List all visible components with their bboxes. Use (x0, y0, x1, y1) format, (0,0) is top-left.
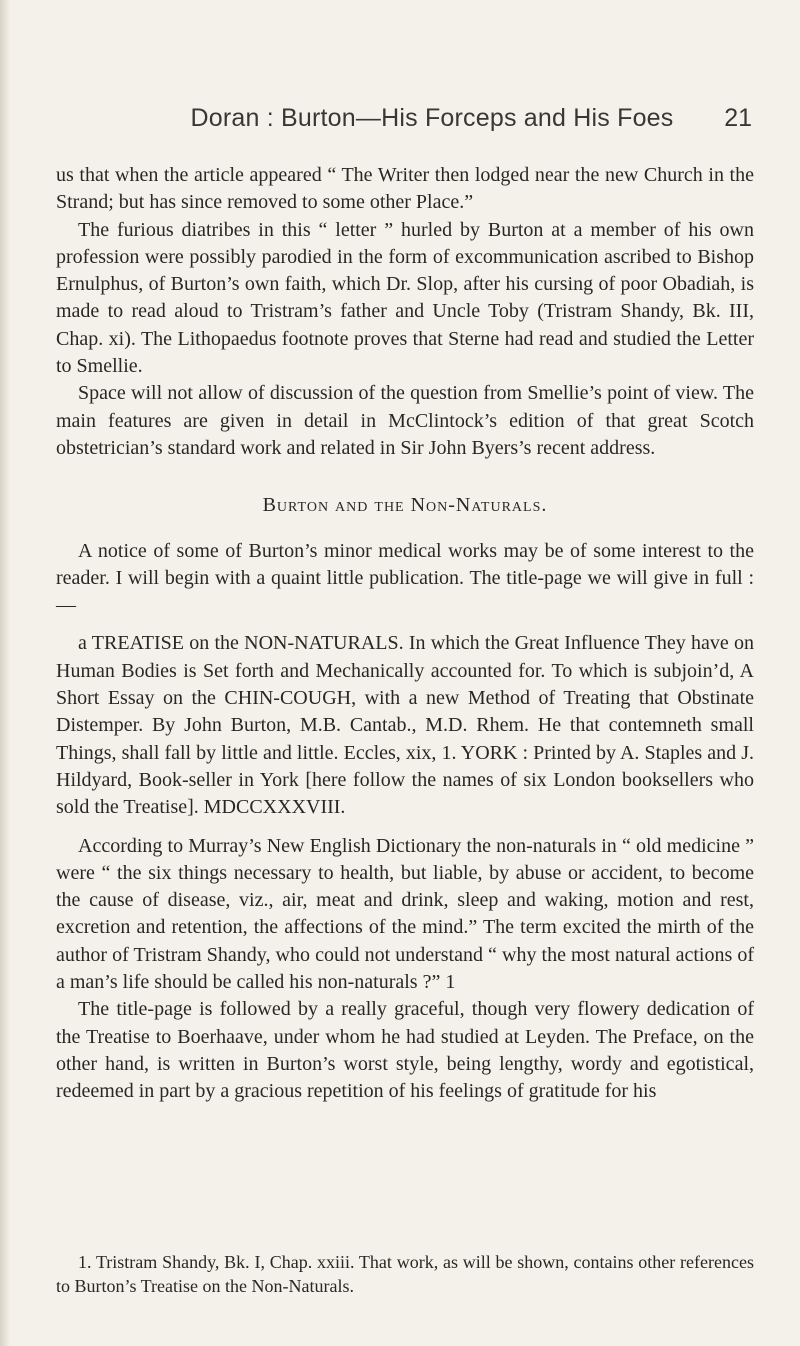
paragraph: The title-page is followed by a really graceful, though very flowery dedication of the Treatise to Boerhaave, under whom he had studied at Leyden. The Preface, on the other hand, is written in Burton’s worst style, being lengthy, wordy and egotistical, redeemed in part by a gracious repetition of his feelings of gratitude for his (56, 998, 754, 1103)
title-page-transcription: a TREATISE on the NON-NATURALS. In which the Great Influence They have on Human Bodies is Set forth and Mechanically accounted for. To which is subjoin’d, A Short Essay on the CHIN-COUGH, with a new Method of Treating that Obstinate Distemper. By John Burton, M.B. Cantab., M.D. Rhem. He that contemneth small Things, shall fall by little and little. Eccles, xix, 1. YORK : Printed by A. Staples and J. Hildyard, Book-seller in York [here follow the names of six London booksellers who sold the Treatise]. MDCCXXXVIII. (56, 632, 754, 819)
paragraph: Space will not allow of discussion of the question from Smellie’s point of view. The main features are given in detail in McClintock’s edition of that great Scotch obstetrician’s standard work and related in Sir John Byers’s recent address. (56, 382, 754, 459)
page-number: 21 (724, 104, 752, 132)
paragraph: us that when the article appeared “ The Writer then lodged near the new Church in the Strand; but has since removed to some other Place.” (56, 164, 754, 214)
paragraph: According to Murray’s New English Dictionary the non-naturals in “ old medicine ” were “ the six things necessary to health, but liable, by abuse or accident, to become the cause of disease, viz., air, meat and drink, sleep and waking, motion and rest, excretion and retention, the affections of the mind.” The term excited the mirth of the author of Tristram Shandy, who could not understand “ why the most natural actions of a man’s life should be called his non-naturals ?” 1 (56, 834, 754, 994)
page-gutter-shadow (0, 0, 10, 1346)
body-text (56, 162, 754, 1106)
paragraph: The furious diatribes in this “ letter ” hurled by Burton at a member of his own profession were possibly parodied in the form of excommunication ascribed to Bishop Ernulphus, of Burton’s own faith, which Dr. Slop, after his cursing of poor Obadiah, is made to read aloud to Tristram’s father and Uncle Toby (Tristram Shandy, Bk. III, Chap. xi). The Lithopaedus footnote proves that Sterne had read and studied the Letter to Smellie. (56, 218, 754, 378)
paragraph: A notice of some of Burton’s minor medical works may be of some interest to the reader. I will begin with a quaint little publication. The title-page we will give in full : — (56, 539, 754, 617)
footnotes (56, 1250, 754, 1298)
footnote: 1. Tristram Shandy, Bk. I, Chap. xxiii. That work, as will be shown, contains other references to Burton’s Treatise on the Non-Naturals. (56, 1252, 754, 1296)
section-heading: Burton and the Non-Naturals. (262, 494, 548, 517)
running-title: Doran : Burton—His Forceps and His Foes (190, 104, 674, 132)
running-header (112, 104, 752, 138)
